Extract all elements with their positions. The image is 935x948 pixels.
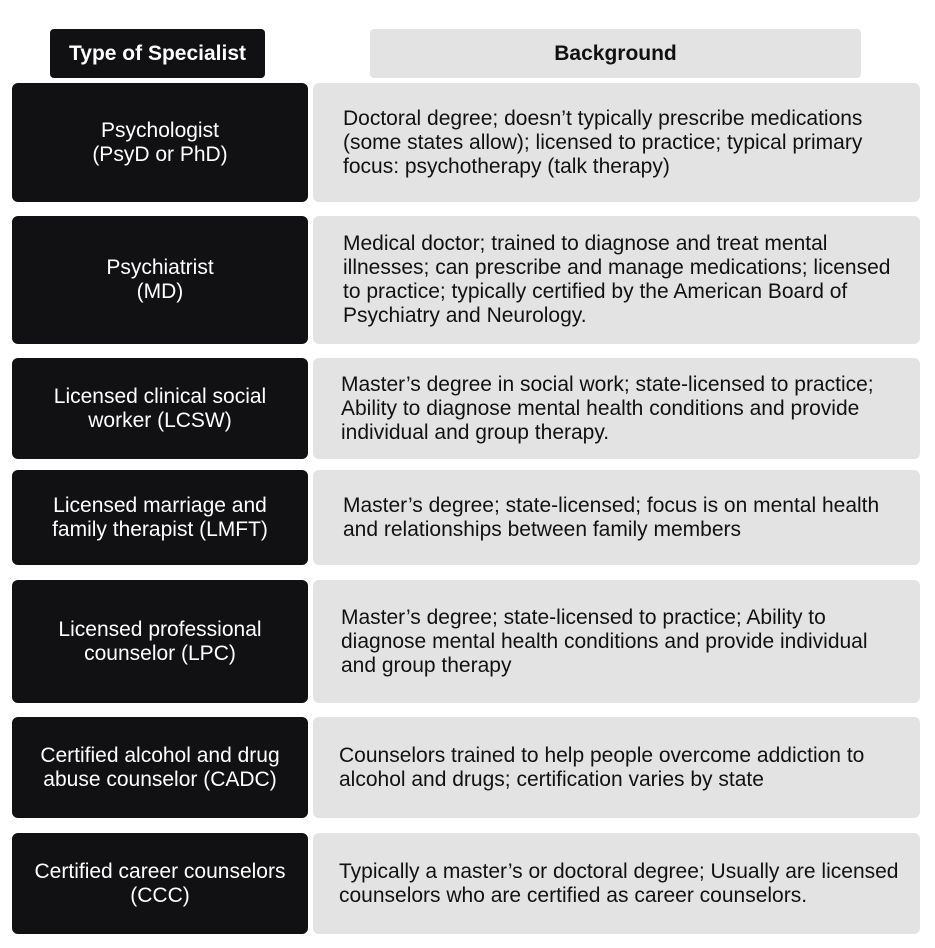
specialist-type-cell: Psychologist (PsyD or PhD)	[12, 83, 308, 202]
background-cell: Master’s degree in social work; state-licensed to practice; Ability to diagnose mental health conditions and provide individual and group therapy.	[313, 358, 920, 459]
table-row	[12, 216, 920, 344]
table-row	[12, 580, 920, 703]
background-cell: Doctoral degree; doesn’t typically prescribe medications (some states allow); licensed to practice; typical primary focus: psychotherapy (talk therapy)	[313, 83, 920, 202]
table-row	[12, 833, 920, 934]
table-row	[12, 358, 920, 459]
background-cell: Medical doctor; trained to diagnose and treat mental illnesses; can prescribe and manage medications; licensed to practice; typically certified by the American Board of Psychiatry and Neurology.	[313, 216, 920, 344]
background-cell: Typically a master’s or doctoral degree; Usually are licensed counselors who are certified as career counselors.	[313, 833, 920, 934]
table-row	[12, 717, 920, 818]
specialist-type-cell: Licensed clinical social worker (LCSW)	[12, 358, 308, 459]
specialist-type-cell: Psychiatrist (MD)	[12, 216, 308, 344]
specialist-type-cell: Certified alcohol and drug abuse counselor (CADC)	[12, 717, 308, 818]
background-cell: Master’s degree; state-licensed to practice; Ability to diagnose mental health conditions and provide individual and group therapy	[313, 580, 920, 703]
column-header-background: Background	[370, 29, 861, 78]
specialist-type-cell: Licensed professional counselor (LPC)	[12, 580, 308, 703]
table-row	[12, 470, 920, 565]
table-row	[12, 83, 920, 202]
specialist-type-cell: Certified career counselors (CCC)	[12, 833, 308, 934]
background-cell: Master’s degree; state-licensed; focus is on mental health and relationships between family members	[313, 470, 920, 565]
specialist-type-cell: Licensed marriage and family therapist (LMFT)	[12, 470, 308, 565]
background-cell: Counselors trained to help people overcome addiction to alcohol and drugs; certification varies by state	[313, 717, 920, 818]
column-header-type: Type of Specialist	[50, 29, 265, 78]
